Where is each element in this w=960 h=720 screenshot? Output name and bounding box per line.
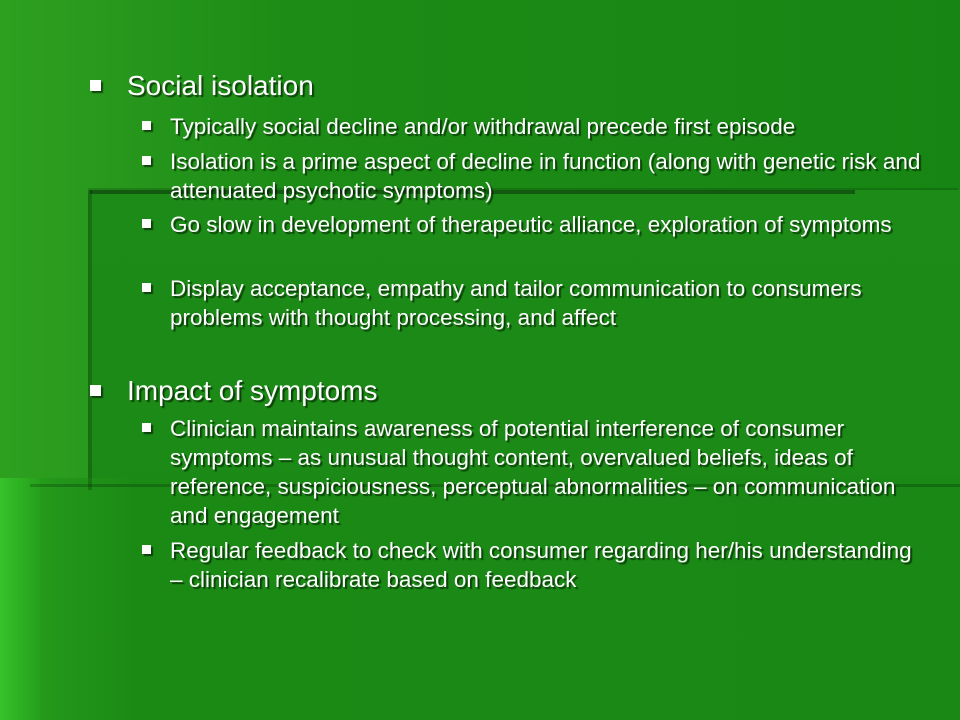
square-bullet-icon bbox=[142, 283, 151, 292]
section-heading: Social isolation bbox=[127, 70, 314, 101]
bullet-text: Go slow in development of therapeutic alliance, exploration of symptoms bbox=[170, 212, 892, 237]
bullet-text: Regular feedback to check with consumer regarding her/his understanding – clinician recalibrate based on feedback bbox=[170, 538, 912, 592]
square-bullet-icon bbox=[90, 80, 101, 91]
square-bullet-icon bbox=[142, 121, 151, 130]
bullet-text: Clinician maintains awareness of potential interference of consumer symptoms – as unusual thought content, overvalued beliefs, ideas of reference, suspiciousness, perceptual abnormalities – on communication and engagement bbox=[170, 416, 896, 528]
square-bullet-icon bbox=[142, 545, 151, 554]
square-bullet-icon bbox=[90, 385, 101, 396]
section-heading: Impact of symptoms bbox=[127, 375, 378, 406]
bullet-text: Isolation is a prime aspect of decline in function (along with genetic risk and attenuated psychotic symptoms) bbox=[170, 149, 921, 203]
bullet-text: Typically social decline and/or withdrawal precede first episode bbox=[170, 114, 796, 139]
square-bullet-icon bbox=[142, 219, 151, 228]
square-bullet-icon bbox=[142, 423, 151, 432]
bullet-text: Display acceptance, empathy and tailor communication to consumers problems with thought processing, and affect bbox=[170, 276, 862, 330]
square-bullet-icon bbox=[142, 156, 151, 165]
